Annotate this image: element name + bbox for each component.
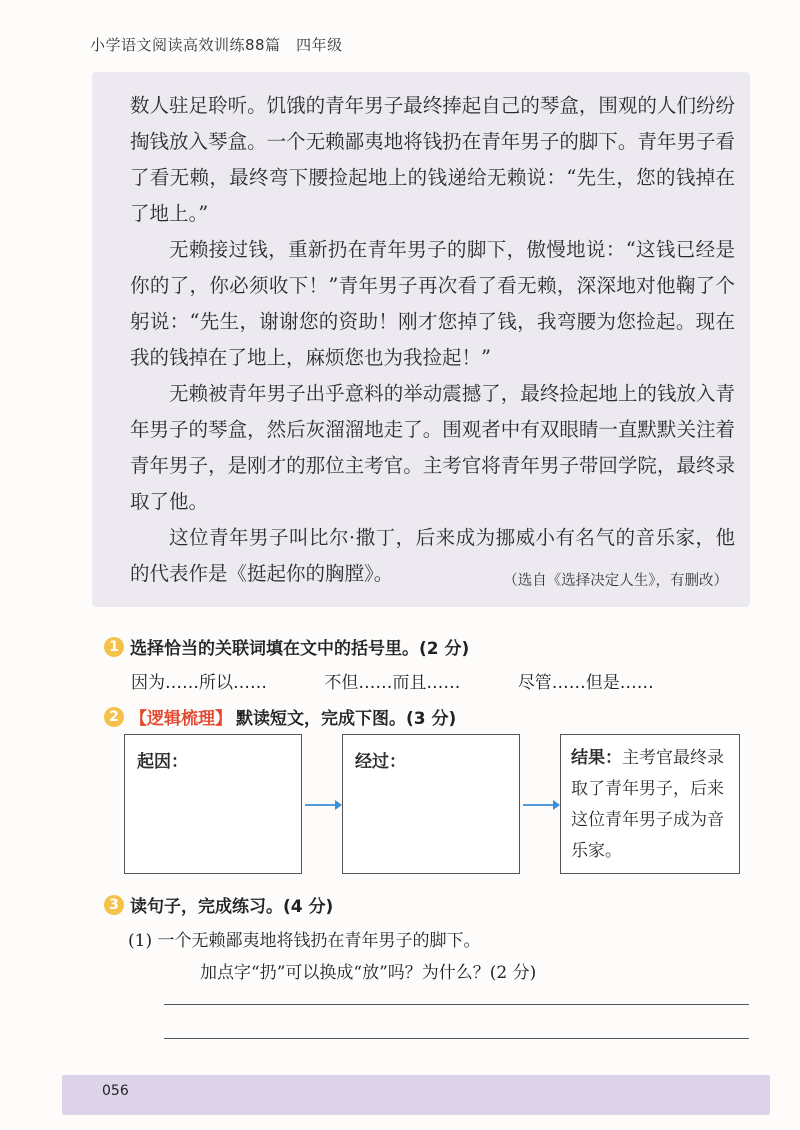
question-2 bbox=[104, 704, 456, 729]
option: 不但……而且…… bbox=[324, 673, 461, 693]
answer-line[interactable] bbox=[164, 1038, 749, 1039]
question-number-badge: 3 bbox=[104, 895, 124, 915]
question-text: 读句子，完成练习。(4 分) bbox=[130, 897, 334, 917]
arrow-icon bbox=[303, 798, 343, 812]
cause-label: 起因： bbox=[137, 752, 188, 772]
question-3 bbox=[104, 892, 333, 917]
conjunction-options bbox=[131, 668, 654, 693]
cause-box[interactable] bbox=[124, 734, 302, 874]
sub-question-sentence: (1) 一个无赖鄙夷地将钱扔在青年男子的脚下。 bbox=[128, 931, 481, 951]
paragraph: 数人驻足聆听。饥饿的青年男子最终捧起自己的琴盒，围观的人们纷纷掏钱放入琴盒。一个无赖鄙夷地将钱扔在青年男子的脚下。青年男子看了看无赖，最终弯下腰捡起地上的钱递给无赖说：“先生，您的钱掉在了地上。” bbox=[130, 94, 735, 225]
result-text: 主考官最终录取了青年男子，后来这位青年男子成为音乐家。 bbox=[571, 748, 724, 861]
process-box[interactable] bbox=[342, 734, 520, 874]
paragraph: 无赖被青年男子出乎意料的举动震撼了，最终捡起地上的钱放入青年男子的琴盒，然后灰溜溜地走了。围观者中有双眼睛一直默默关注着青年男子，是刚才的那位主考官。主考官将青年男子带回学院，最终录取了他。 bbox=[130, 382, 735, 513]
question-tag: 【逻辑梳理】 bbox=[130, 709, 232, 729]
question-number-badge: 1 bbox=[104, 637, 124, 657]
answer-line[interactable] bbox=[164, 1004, 749, 1005]
paragraph: 无赖接过钱，重新扔在青年男子的脚下，傲慢地说：“这钱已经是你的了，你必须收下！”青年男子再次看了看无赖，深深地对他鞠了个躬说：“先生，谢谢您的资助！刚才您掉了钱，我弯腰为您捡起。现在我的钱掉在了地上，麻烦您也为我捡起！” bbox=[130, 238, 735, 369]
result-label: 结果： bbox=[571, 748, 622, 768]
book-header: 小学语文阅读高效训练88篇 四年级 bbox=[90, 36, 343, 54]
option: 尽管……但是…… bbox=[517, 673, 654, 693]
option: 因为……所以…… bbox=[131, 673, 267, 693]
page-footer bbox=[62, 1075, 770, 1115]
question-1 bbox=[104, 634, 469, 659]
paragraph: 这位青年男子叫比尔·撒丁，后来成为挪威小有名气的音乐家，他的代表作是《挺起你的胸膛》。 bbox=[130, 526, 735, 585]
question-number-badge: 2 bbox=[104, 707, 124, 727]
passage-text bbox=[130, 88, 735, 592]
passage-source: （选自《选择决定人生》，有删改） bbox=[503, 573, 728, 589]
question-text: 选择恰当的关联词填在文中的括号里。(2 分) bbox=[130, 639, 470, 659]
reading-passage bbox=[92, 72, 750, 607]
arrow-icon bbox=[521, 798, 561, 812]
sub-question-prompt: 加点字“扔”可以换成“放”吗？为什么？(2 分) bbox=[200, 963, 537, 983]
question-text: 默读短文，完成下图。(3 分) bbox=[236, 709, 457, 729]
process-label: 经过： bbox=[355, 752, 406, 772]
result-box bbox=[560, 734, 740, 874]
page-number: 056 bbox=[102, 1083, 129, 1099]
